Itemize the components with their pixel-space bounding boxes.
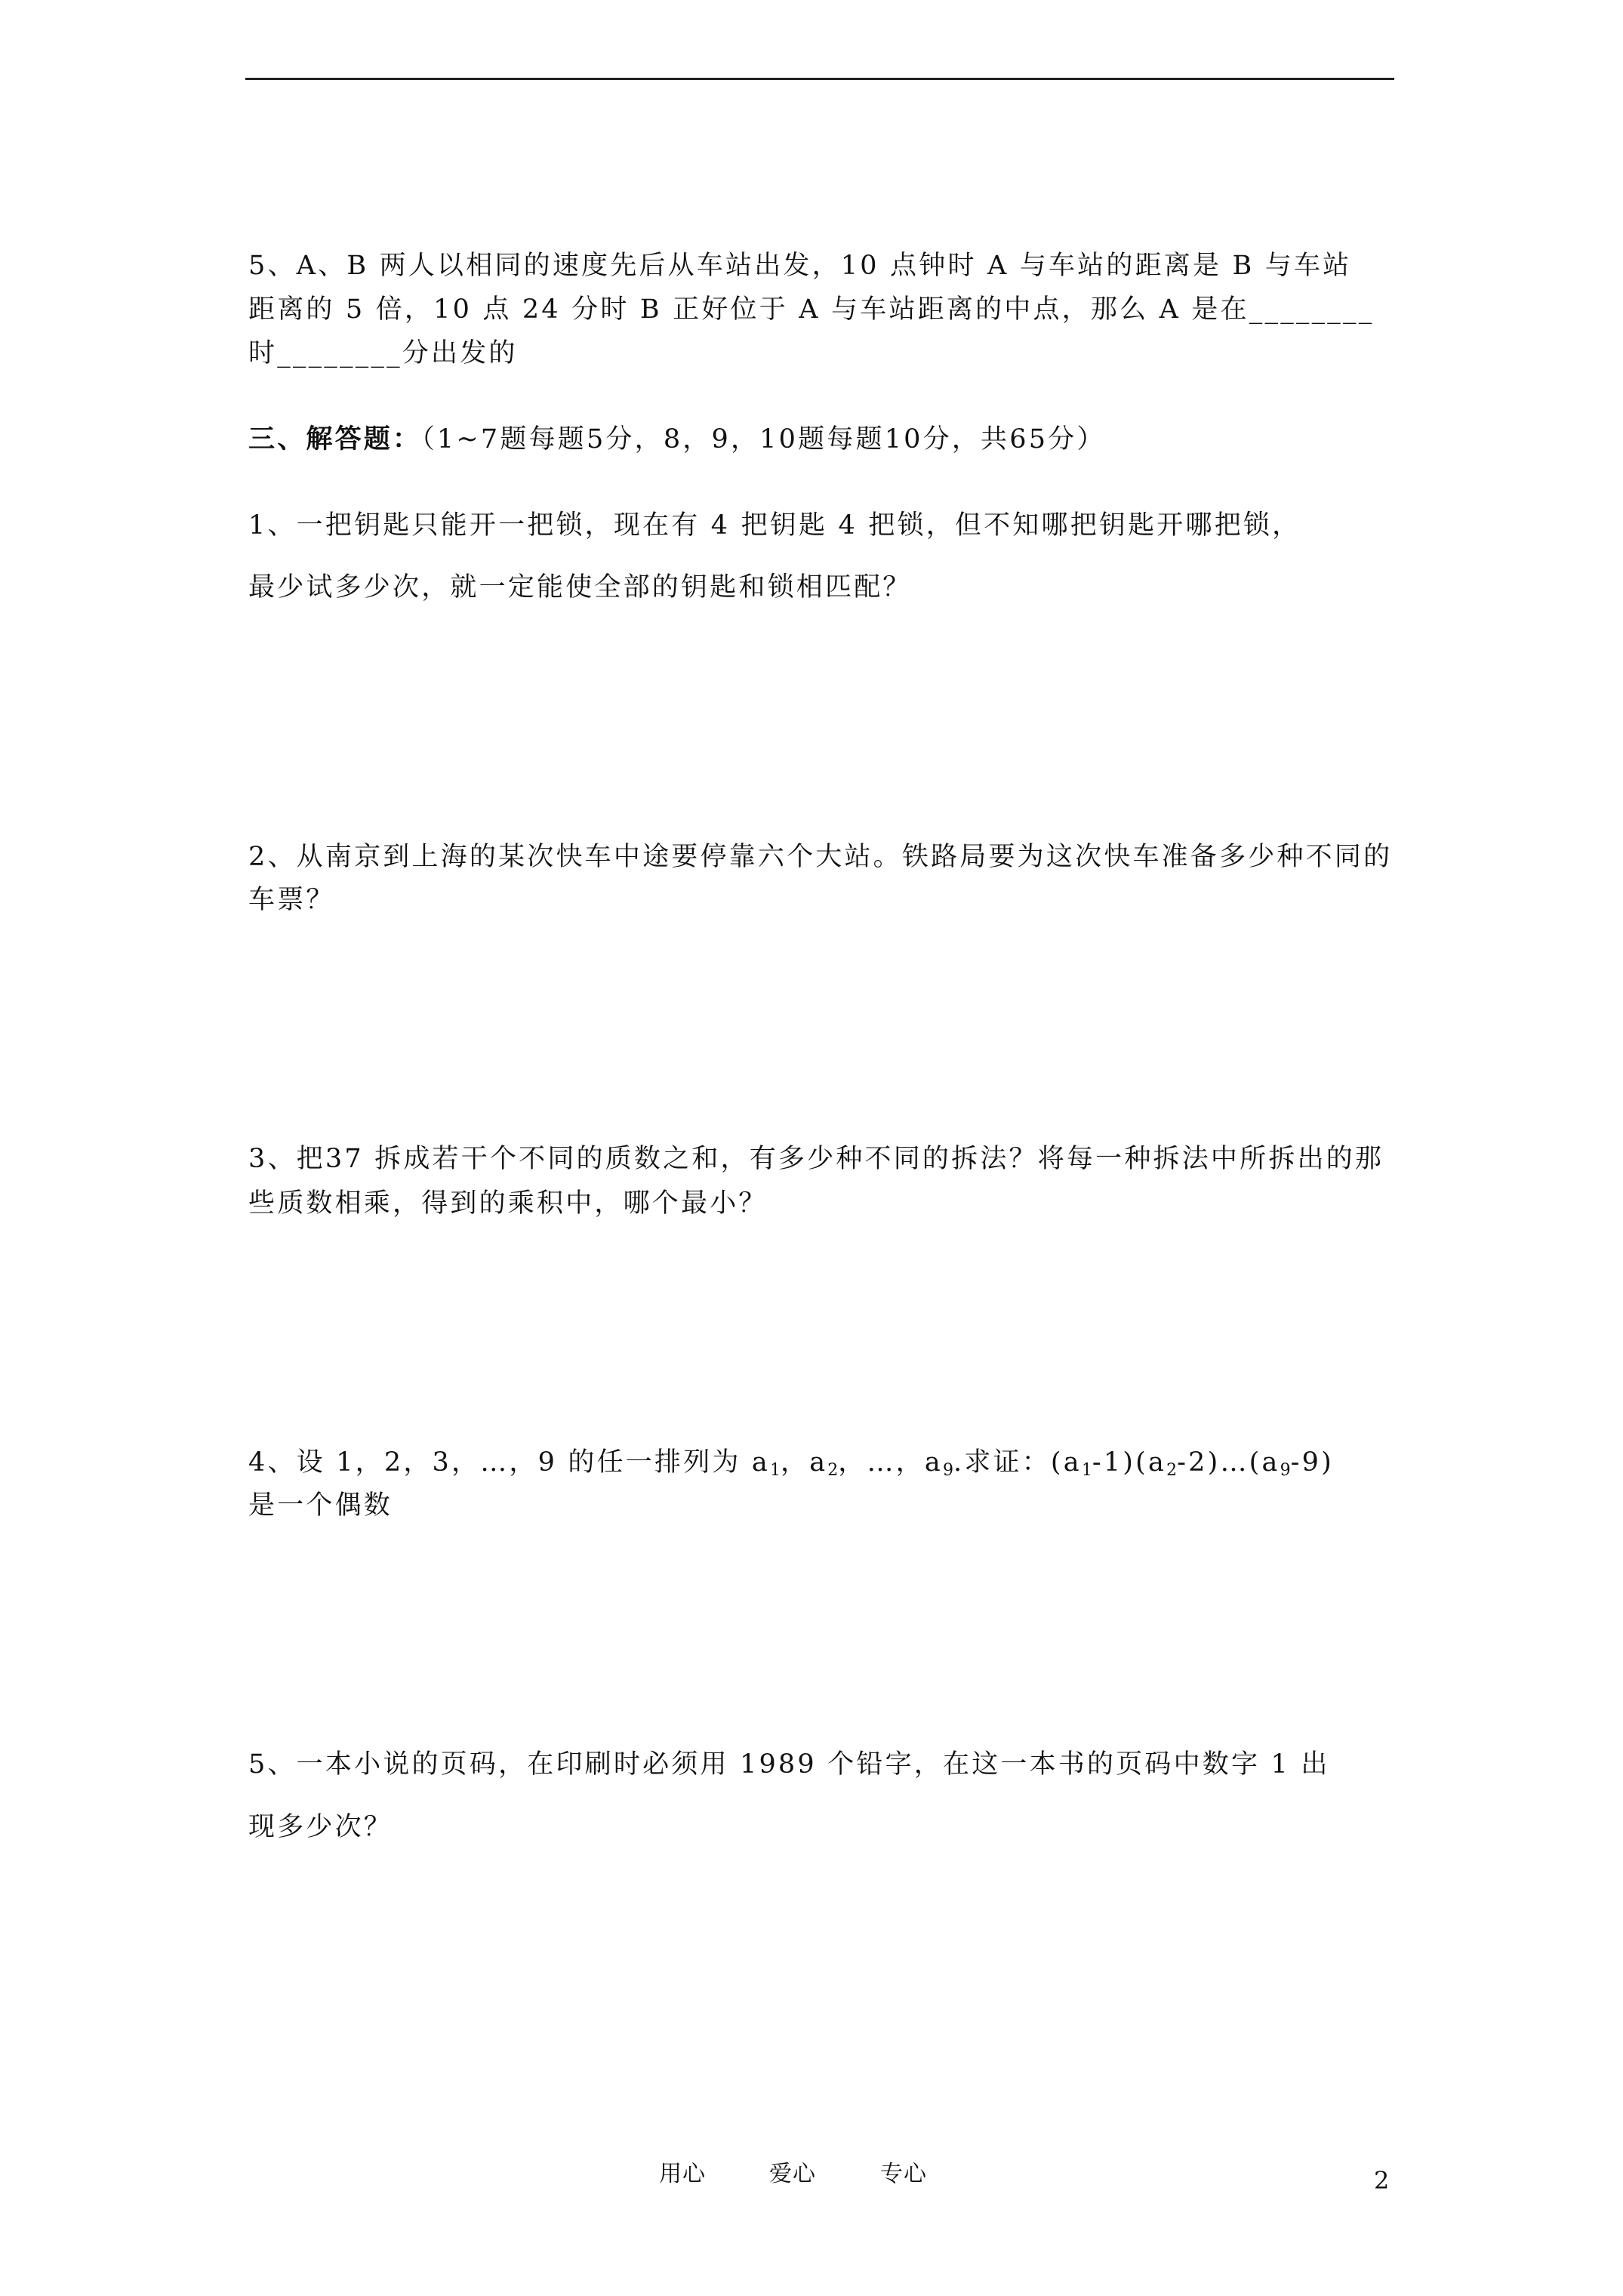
problem-1-line-1: 1、一把钥匙只能开一把锁，现在有 4 把钥匙 4 把锁，但不知哪把钥匙开哪把锁，: [248, 510, 1301, 541]
problem-5-line-1: 5、一本小说的页码，在印刷时必须用 1989 个铅字，在这一本书的页码中数字 1 出: [248, 1749, 1330, 1780]
problem-4-line-1: [248, 1446, 1334, 1479]
part-3-title: 三、解答题：: [248, 424, 422, 455]
footer-motto-3: 专心: [880, 2161, 927, 2187]
footer-motto-2: 爱心: [769, 2161, 816, 2187]
footer-motto-1: 用心: [659, 2161, 706, 2187]
page-number: 2: [1374, 2166, 1390, 2195]
problem-4-text: .求证：(a: [953, 1447, 1082, 1478]
problem-1-line-2: 最少试多少次，就一定能使全部的钥匙和锁相匹配？: [248, 572, 912, 603]
problem-4-text-end: -9): [1290, 1447, 1334, 1478]
problem-4-text-prefix: 4、设 1，2，3，…，9 的任一排列为 a: [248, 1447, 770, 1478]
subscript: 2: [827, 1461, 839, 1480]
part-3-heading: [248, 423, 1106, 456]
problem-3-line-2: 些质数相乘，得到的乘积中，哪个最小？: [248, 1188, 768, 1219]
problem-4-line-2: 是一个偶数: [248, 1490, 393, 1521]
problem-2-line-1: 2、从南京到上海的某次快车中途要停靠六个大站。铁路局要为这次快车准备多少种不同的: [248, 842, 1393, 872]
fill-in-q5-line-1: 5、A、B 两人以相同的速度先后从车站出发，10 点钟时 A 与车站的距离是 B 与车站: [248, 251, 1352, 281]
fill-in-q5-line-3: 时________分出发的: [248, 338, 518, 368]
subscript: 9: [1280, 1461, 1291, 1480]
problem-4-text: -1)(a: [1092, 1447, 1167, 1478]
fill-in-q5-line-2: 距离的 5 倍，10 点 24 分时 B 正好位于 A 与车站距离的中点，那么 A 是在________: [248, 294, 1375, 325]
problem-4-text: ，a: [781, 1447, 828, 1478]
problem-4-text: ，…，a: [838, 1447, 943, 1478]
subscript: 1: [770, 1461, 781, 1480]
problem-3-line-1: 3、把37 拆成若干个不同的质数之和，有多少种不同的拆法？将每一种拆法中所拆出的那: [248, 1144, 1384, 1174]
part-3-scoring-note: （1~7题每题5分，8，9，10题每题10分，共65分）: [421, 424, 1106, 455]
header-rule: [245, 78, 1394, 80]
subscript: 1: [1081, 1461, 1092, 1480]
problem-5-line-2: 现多少次？: [248, 1812, 393, 1842]
subscript: 2: [1166, 1461, 1178, 1480]
problem-2-line-2: 车票？: [248, 885, 335, 915]
subscript: 9: [942, 1461, 953, 1480]
problem-4-text: -2)…(a: [1177, 1447, 1280, 1478]
